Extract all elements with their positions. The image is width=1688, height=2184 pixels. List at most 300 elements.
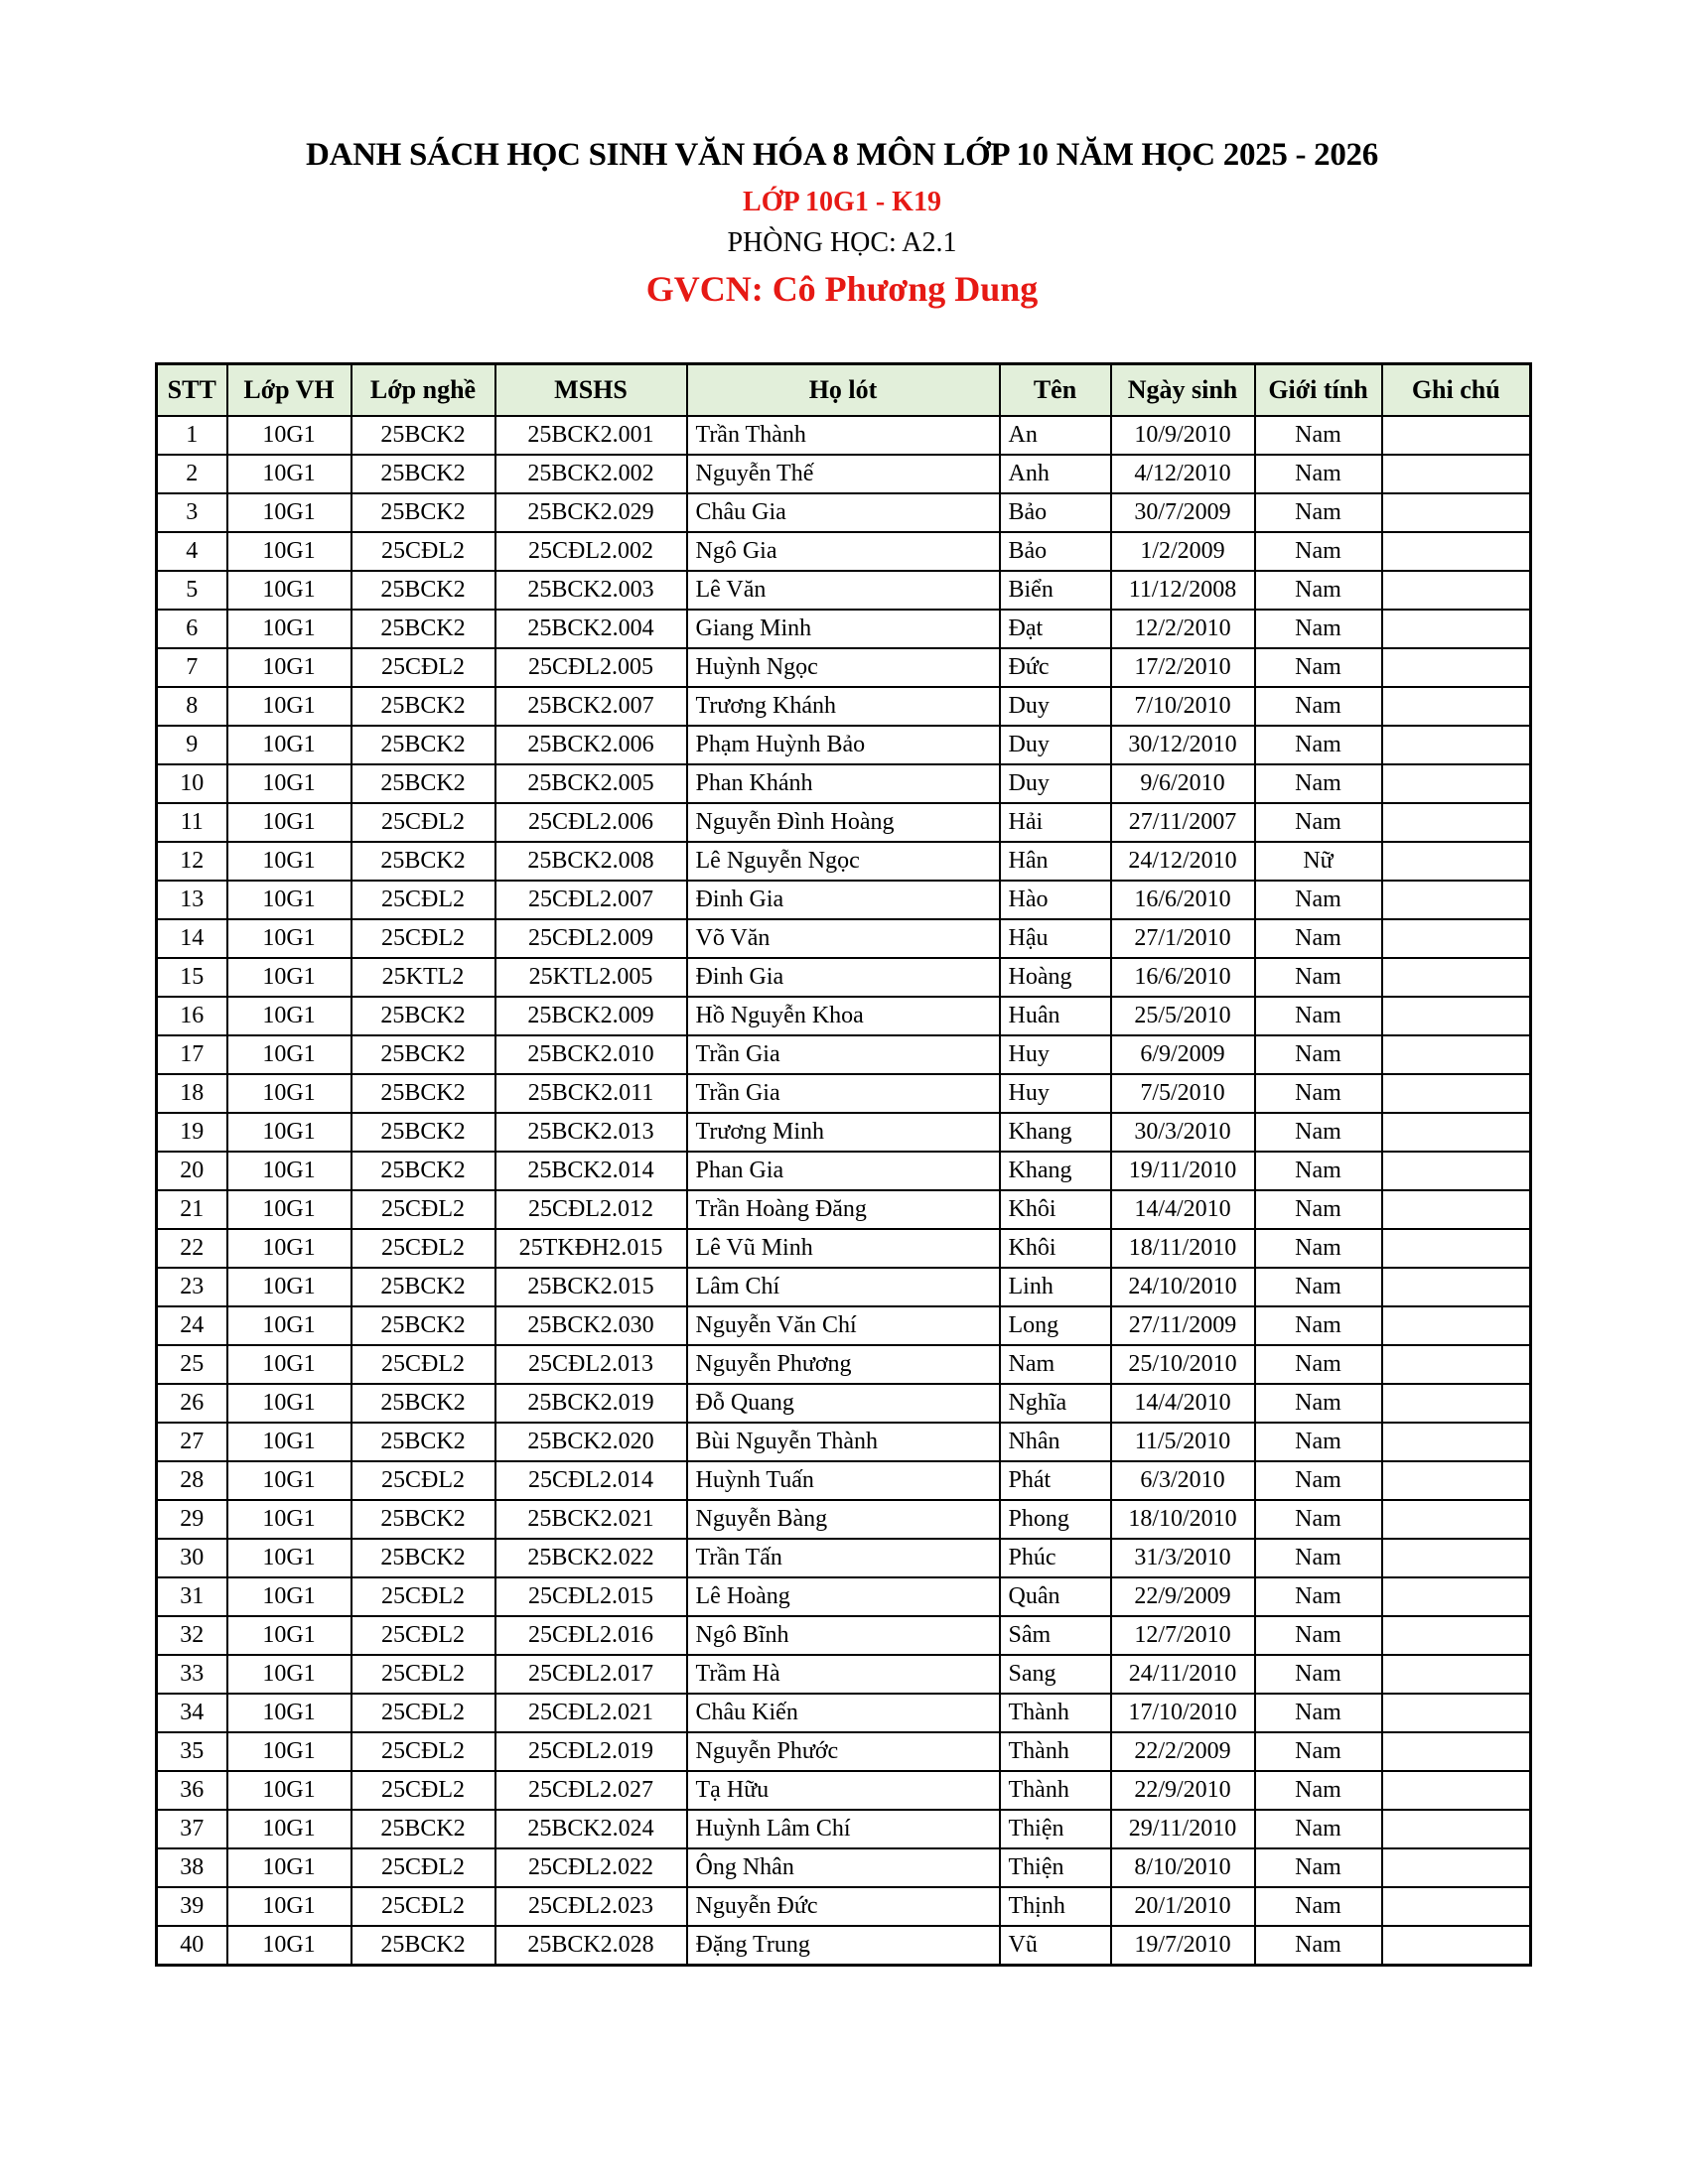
cell-ngay-sinh: 22/9/2009 <box>1111 1577 1255 1616</box>
cell-mshs: 25CĐL2.021 <box>495 1694 687 1732</box>
cell-lop-nghe: 25CĐL2 <box>352 803 495 842</box>
cell-ghi-chu <box>1382 803 1531 842</box>
cell-ho-lot: Châu Kiến <box>687 1694 1000 1732</box>
document-header <box>155 137 1529 310</box>
column-header-gioi-tinh: Giới tính <box>1255 364 1382 417</box>
student-row <box>157 648 1531 687</box>
cell-mshs: 25CĐL2.016 <box>495 1616 687 1655</box>
cell-ghi-chu <box>1382 1848 1531 1887</box>
cell-lop-vh: 10G1 <box>227 881 352 919</box>
cell-stt: 34 <box>157 1694 227 1732</box>
cell-gioi-tinh: Nam <box>1255 1500 1382 1539</box>
student-row <box>157 1577 1531 1616</box>
cell-lop-nghe: 25BCK2 <box>352 1810 495 1848</box>
cell-lop-vh: 10G1 <box>227 1539 352 1577</box>
cell-lop-vh: 10G1 <box>227 1152 352 1190</box>
column-header-ngay-sinh: Ngày sinh <box>1111 364 1255 417</box>
cell-mshs: 25BCK2.029 <box>495 493 687 532</box>
cell-ngay-sinh: 22/2/2009 <box>1111 1732 1255 1771</box>
cell-ngay-sinh: 24/11/2010 <box>1111 1655 1255 1694</box>
cell-ten: Huân <box>1000 997 1111 1035</box>
cell-ten: Thành <box>1000 1694 1111 1732</box>
cell-gioi-tinh: Nam <box>1255 1306 1382 1345</box>
cell-lop-nghe: 25CĐL2 <box>352 1577 495 1616</box>
cell-mshs: 25BCK2.003 <box>495 571 687 610</box>
cell-gioi-tinh: Nam <box>1255 1926 1382 1966</box>
cell-ghi-chu <box>1382 1694 1531 1732</box>
student-roster-table <box>155 362 1532 1967</box>
cell-ho-lot: Lê Vũ Minh <box>687 1229 1000 1268</box>
cell-ngay-sinh: 22/9/2010 <box>1111 1771 1255 1810</box>
cell-ghi-chu <box>1382 1577 1531 1616</box>
cell-stt: 23 <box>157 1268 227 1306</box>
cell-ten: Đức <box>1000 648 1111 687</box>
cell-ten: Hân <box>1000 842 1111 881</box>
cell-lop-nghe: 25BCK2 <box>352 455 495 493</box>
cell-gioi-tinh: Nam <box>1255 803 1382 842</box>
cell-ghi-chu <box>1382 1539 1531 1577</box>
cell-ten: Biển <box>1000 571 1111 610</box>
cell-ngay-sinh: 18/11/2010 <box>1111 1229 1255 1268</box>
cell-mshs: 25BCK2.021 <box>495 1500 687 1539</box>
cell-lop-nghe: 25CĐL2 <box>352 648 495 687</box>
cell-gioi-tinh: Nam <box>1255 997 1382 1035</box>
cell-stt: 9 <box>157 726 227 764</box>
cell-ghi-chu <box>1382 493 1531 532</box>
cell-mshs: 25BCK2.005 <box>495 764 687 803</box>
cell-mshs: 25KTL2.005 <box>495 958 687 997</box>
cell-stt: 27 <box>157 1423 227 1461</box>
cell-gioi-tinh: Nữ <box>1255 842 1382 881</box>
cell-ghi-chu <box>1382 571 1531 610</box>
cell-mshs: 25BCK2.011 <box>495 1074 687 1113</box>
student-row <box>157 958 1531 997</box>
cell-ngay-sinh: 12/2/2010 <box>1111 610 1255 648</box>
student-row <box>157 1384 1531 1423</box>
cell-ghi-chu <box>1382 1655 1531 1694</box>
student-row <box>157 455 1531 493</box>
cell-stt: 12 <box>157 842 227 881</box>
cell-ngay-sinh: 16/6/2010 <box>1111 958 1255 997</box>
cell-mshs: 25CĐL2.007 <box>495 881 687 919</box>
student-row <box>157 1500 1531 1539</box>
cell-ho-lot: Huỳnh Lâm Chí <box>687 1810 1000 1848</box>
room-label: PHÒNG HỌC: A2.1 <box>727 227 957 258</box>
cell-lop-vh: 10G1 <box>227 842 352 881</box>
cell-ghi-chu <box>1382 1152 1531 1190</box>
student-row <box>157 1423 1531 1461</box>
cell-ten: Phát <box>1000 1461 1111 1500</box>
cell-mshs: 25CĐL2.009 <box>495 919 687 958</box>
cell-ten: Thiện <box>1000 1848 1111 1887</box>
cell-lop-nghe: 25CĐL2 <box>352 1732 495 1771</box>
cell-gioi-tinh: Nam <box>1255 1268 1382 1306</box>
cell-stt: 32 <box>157 1616 227 1655</box>
cell-ho-lot: Hồ Nguyễn Khoa <box>687 997 1000 1035</box>
student-row <box>157 1616 1531 1655</box>
student-row <box>157 1732 1531 1771</box>
cell-stt: 2 <box>157 455 227 493</box>
cell-ghi-chu <box>1382 1771 1531 1810</box>
cell-ghi-chu <box>1382 1113 1531 1152</box>
cell-ho-lot: Trầm Hà <box>687 1655 1000 1694</box>
cell-stt: 7 <box>157 648 227 687</box>
cell-ho-lot: Phan Khánh <box>687 764 1000 803</box>
cell-lop-vh: 10G1 <box>227 1190 352 1229</box>
cell-lop-nghe: 25CĐL2 <box>352 919 495 958</box>
cell-ngay-sinh: 27/11/2007 <box>1111 803 1255 842</box>
cell-ho-lot: Trương Khánh <box>687 687 1000 726</box>
class-label: LỚP 10G1 - K19 <box>743 187 941 217</box>
cell-ten: Khôi <box>1000 1229 1111 1268</box>
cell-gioi-tinh: Nam <box>1255 1771 1382 1810</box>
cell-ten: An <box>1000 416 1111 455</box>
cell-mshs: 25CĐL2.022 <box>495 1848 687 1887</box>
cell-lop-vh: 10G1 <box>227 1229 352 1268</box>
cell-ten: Anh <box>1000 455 1111 493</box>
cell-stt: 31 <box>157 1577 227 1616</box>
cell-stt: 35 <box>157 1732 227 1771</box>
cell-mshs: 25BCK2.020 <box>495 1423 687 1461</box>
cell-ghi-chu <box>1382 1074 1531 1113</box>
cell-lop-vh: 10G1 <box>227 1035 352 1074</box>
cell-ten: Khang <box>1000 1113 1111 1152</box>
cell-gioi-tinh: Nam <box>1255 1229 1382 1268</box>
cell-ho-lot: Lê Hoàng <box>687 1577 1000 1616</box>
cell-gioi-tinh: Nam <box>1255 1655 1382 1694</box>
cell-mshs: 25BCK2.007 <box>495 687 687 726</box>
cell-gioi-tinh: Nam <box>1255 493 1382 532</box>
cell-lop-nghe: 25BCK2 <box>352 571 495 610</box>
cell-ghi-chu <box>1382 1500 1531 1539</box>
cell-gioi-tinh: Nam <box>1255 1384 1382 1423</box>
cell-mshs: 25BCK2.008 <box>495 842 687 881</box>
cell-stt: 13 <box>157 881 227 919</box>
cell-ghi-chu <box>1382 455 1531 493</box>
cell-stt: 21 <box>157 1190 227 1229</box>
cell-ngay-sinh: 24/10/2010 <box>1111 1268 1255 1306</box>
column-header-lop-vh: Lớp VH <box>227 364 352 417</box>
cell-ngay-sinh: 16/6/2010 <box>1111 881 1255 919</box>
cell-stt: 18 <box>157 1074 227 1113</box>
cell-ho-lot: Trần Gia <box>687 1035 1000 1074</box>
cell-stt: 5 <box>157 571 227 610</box>
cell-mshs: 25BCK2.009 <box>495 997 687 1035</box>
cell-lop-vh: 10G1 <box>227 610 352 648</box>
table-header-row <box>157 364 1531 417</box>
cell-mshs: 25BCK2.006 <box>495 726 687 764</box>
cell-lop-vh: 10G1 <box>227 1113 352 1152</box>
student-row <box>157 1539 1531 1577</box>
cell-ten: Đạt <box>1000 610 1111 648</box>
cell-stt: 33 <box>157 1655 227 1694</box>
cell-lop-nghe: 25CĐL2 <box>352 532 495 571</box>
student-row <box>157 1655 1531 1694</box>
student-row <box>157 1461 1531 1500</box>
cell-ngay-sinh: 18/10/2010 <box>1111 1500 1255 1539</box>
cell-lop-vh: 10G1 <box>227 997 352 1035</box>
cell-gioi-tinh: Nam <box>1255 610 1382 648</box>
cell-stt: 20 <box>157 1152 227 1190</box>
cell-ghi-chu <box>1382 1616 1531 1655</box>
cell-mshs: 25CĐL2.012 <box>495 1190 687 1229</box>
cell-mshs: 25BCK2.013 <box>495 1113 687 1152</box>
student-row <box>157 1074 1531 1113</box>
cell-lop-nghe: 25BCK2 <box>352 1268 495 1306</box>
cell-stt: 29 <box>157 1500 227 1539</box>
cell-ghi-chu <box>1382 610 1531 648</box>
cell-ten: Long <box>1000 1306 1111 1345</box>
cell-lop-nghe: 25CĐL2 <box>352 1694 495 1732</box>
cell-ghi-chu <box>1382 919 1531 958</box>
student-row <box>157 1694 1531 1732</box>
student-row <box>157 726 1531 764</box>
cell-ho-lot: Trần Thành <box>687 416 1000 455</box>
student-row <box>157 1306 1531 1345</box>
cell-gioi-tinh: Nam <box>1255 571 1382 610</box>
cell-lop-vh: 10G1 <box>227 1848 352 1887</box>
cell-ten: Hào <box>1000 881 1111 919</box>
cell-ngay-sinh: 17/10/2010 <box>1111 1694 1255 1732</box>
cell-ho-lot: Nguyễn Phương <box>687 1345 1000 1384</box>
cell-ghi-chu <box>1382 1887 1531 1926</box>
cell-ho-lot: Nguyễn Đức <box>687 1887 1000 1926</box>
cell-lop-nghe: 25CĐL2 <box>352 1229 495 1268</box>
cell-gioi-tinh: Nam <box>1255 726 1382 764</box>
cell-lop-nghe: 25KTL2 <box>352 958 495 997</box>
student-row <box>157 1887 1531 1926</box>
cell-mshs: 25CĐL2.002 <box>495 532 687 571</box>
cell-lop-vh: 10G1 <box>227 1694 352 1732</box>
cell-mshs: 25CĐL2.006 <box>495 803 687 842</box>
cell-gioi-tinh: Nam <box>1255 1074 1382 1113</box>
cell-lop-nghe: 25BCK2 <box>352 1035 495 1074</box>
cell-lop-nghe: 25BCK2 <box>352 493 495 532</box>
cell-lop-nghe: 25CĐL2 <box>352 1616 495 1655</box>
student-row <box>157 610 1531 648</box>
cell-ten: Duy <box>1000 764 1111 803</box>
cell-ho-lot: Phan Gia <box>687 1152 1000 1190</box>
cell-ho-lot: Trương Minh <box>687 1113 1000 1152</box>
cell-ten: Khôi <box>1000 1190 1111 1229</box>
cell-lop-vh: 10G1 <box>227 1268 352 1306</box>
cell-ghi-chu <box>1382 881 1531 919</box>
cell-lop-nghe: 25CĐL2 <box>352 1655 495 1694</box>
cell-ngay-sinh: 30/3/2010 <box>1111 1113 1255 1152</box>
cell-ten: Quân <box>1000 1577 1111 1616</box>
cell-ngay-sinh: 6/3/2010 <box>1111 1461 1255 1500</box>
cell-lop-nghe: 25CĐL2 <box>352 1190 495 1229</box>
cell-lop-vh: 10G1 <box>227 493 352 532</box>
cell-ho-lot: Nguyễn Phước <box>687 1732 1000 1771</box>
homeroom-teacher-label: GVCN: Cô Phương Dung <box>645 269 1039 309</box>
cell-mshs: 25BCK2.002 <box>495 455 687 493</box>
cell-ngay-sinh: 25/5/2010 <box>1111 997 1255 1035</box>
student-row <box>157 1926 1531 1966</box>
cell-ten: Huy <box>1000 1074 1111 1113</box>
cell-gioi-tinh: Nam <box>1255 1694 1382 1732</box>
cell-mshs: 25TKĐH2.015 <box>495 1229 687 1268</box>
cell-ngay-sinh: 30/12/2010 <box>1111 726 1255 764</box>
cell-lop-vh: 10G1 <box>227 416 352 455</box>
cell-lop-vh: 10G1 <box>227 958 352 997</box>
cell-mshs: 25BCK2.024 <box>495 1810 687 1848</box>
cell-mshs: 25BCK2.030 <box>495 1306 687 1345</box>
cell-mshs: 25CĐL2.015 <box>495 1577 687 1616</box>
student-row <box>157 1771 1531 1810</box>
cell-lop-vh: 10G1 <box>227 455 352 493</box>
cell-stt: 15 <box>157 958 227 997</box>
cell-ngay-sinh: 24/12/2010 <box>1111 842 1255 881</box>
cell-lop-vh: 10G1 <box>227 919 352 958</box>
cell-stt: 24 <box>157 1306 227 1345</box>
cell-ghi-chu <box>1382 1810 1531 1848</box>
cell-ngay-sinh: 7/5/2010 <box>1111 1074 1255 1113</box>
cell-ho-lot: Nguyễn Thế <box>687 455 1000 493</box>
cell-ten: Bảo <box>1000 493 1111 532</box>
cell-ten: Nhân <box>1000 1423 1111 1461</box>
cell-ten: Duy <box>1000 687 1111 726</box>
cell-lop-vh: 10G1 <box>227 726 352 764</box>
student-row <box>157 764 1531 803</box>
cell-mshs: 25CĐL2.023 <box>495 1887 687 1926</box>
cell-gioi-tinh: Nam <box>1255 1616 1382 1655</box>
cell-ngay-sinh: 19/7/2010 <box>1111 1926 1255 1966</box>
cell-ngay-sinh: 17/2/2010 <box>1111 648 1255 687</box>
cell-ghi-chu <box>1382 1461 1531 1500</box>
cell-gioi-tinh: Nam <box>1255 532 1382 571</box>
cell-ngay-sinh: 30/7/2009 <box>1111 493 1255 532</box>
cell-gioi-tinh: Nam <box>1255 1345 1382 1384</box>
cell-lop-vh: 10G1 <box>227 1345 352 1384</box>
cell-ngay-sinh: 14/4/2010 <box>1111 1190 1255 1229</box>
cell-gioi-tinh: Nam <box>1255 919 1382 958</box>
cell-gioi-tinh: Nam <box>1255 1190 1382 1229</box>
cell-ghi-chu <box>1382 1926 1531 1966</box>
cell-lop-vh: 10G1 <box>227 1771 352 1810</box>
cell-stt: 3 <box>157 493 227 532</box>
cell-lop-nghe: 25BCK2 <box>352 842 495 881</box>
cell-gioi-tinh: Nam <box>1255 455 1382 493</box>
cell-ho-lot: Châu Gia <box>687 493 1000 532</box>
cell-lop-nghe: 25BCK2 <box>352 687 495 726</box>
cell-ghi-chu <box>1382 416 1531 455</box>
cell-ghi-chu <box>1382 997 1531 1035</box>
cell-lop-nghe: 25BCK2 <box>352 764 495 803</box>
cell-ngay-sinh: 25/10/2010 <box>1111 1345 1255 1384</box>
student-row <box>157 997 1531 1035</box>
cell-ngay-sinh: 27/11/2009 <box>1111 1306 1255 1345</box>
cell-ngay-sinh: 10/9/2010 <box>1111 416 1255 455</box>
cell-lop-nghe: 25BCK2 <box>352 1500 495 1539</box>
cell-lop-vh: 10G1 <box>227 1577 352 1616</box>
cell-ngay-sinh: 14/4/2010 <box>1111 1384 1255 1423</box>
cell-ngay-sinh: 12/7/2010 <box>1111 1616 1255 1655</box>
cell-lop-nghe: 25BCK2 <box>352 416 495 455</box>
cell-ten: Hoàng <box>1000 958 1111 997</box>
cell-ten: Hậu <box>1000 919 1111 958</box>
cell-ten: Sâm <box>1000 1616 1111 1655</box>
cell-lop-nghe: 25CĐL2 <box>352 1345 495 1384</box>
cell-gioi-tinh: Nam <box>1255 1887 1382 1926</box>
cell-stt: 28 <box>157 1461 227 1500</box>
cell-gioi-tinh: Nam <box>1255 648 1382 687</box>
cell-ghi-chu <box>1382 1229 1531 1268</box>
cell-ngay-sinh: 11/5/2010 <box>1111 1423 1255 1461</box>
cell-ngay-sinh: 9/6/2010 <box>1111 764 1255 803</box>
cell-mshs: 25BCK2.019 <box>495 1384 687 1423</box>
cell-ghi-chu <box>1382 1306 1531 1345</box>
cell-stt: 38 <box>157 1848 227 1887</box>
cell-ten: Thành <box>1000 1771 1111 1810</box>
cell-lop-nghe: 25BCK2 <box>352 997 495 1035</box>
cell-ho-lot: Võ Văn <box>687 919 1000 958</box>
student-row <box>157 1229 1531 1268</box>
cell-ho-lot: Phạm Huỳnh Bảo <box>687 726 1000 764</box>
student-row <box>157 1190 1531 1229</box>
cell-ho-lot: Đinh Gia <box>687 958 1000 997</box>
cell-ten: Phong <box>1000 1500 1111 1539</box>
cell-ghi-chu <box>1382 842 1531 881</box>
cell-lop-nghe: 25CĐL2 <box>352 881 495 919</box>
cell-ten: Huy <box>1000 1035 1111 1074</box>
cell-lop-vh: 10G1 <box>227 803 352 842</box>
cell-gioi-tinh: Nam <box>1255 1577 1382 1616</box>
cell-ghi-chu <box>1382 726 1531 764</box>
cell-lop-vh: 10G1 <box>227 764 352 803</box>
cell-ghi-chu <box>1382 1423 1531 1461</box>
cell-lop-vh: 10G1 <box>227 687 352 726</box>
cell-stt: 17 <box>157 1035 227 1074</box>
cell-stt: 16 <box>157 997 227 1035</box>
student-row <box>157 919 1531 958</box>
cell-ho-lot: Lâm Chí <box>687 1268 1000 1306</box>
cell-ghi-chu <box>1382 1345 1531 1384</box>
cell-ngay-sinh: 20/1/2010 <box>1111 1887 1255 1926</box>
cell-mshs: 25BCK2.022 <box>495 1539 687 1577</box>
cell-gioi-tinh: Nam <box>1255 881 1382 919</box>
cell-lop-nghe: 25CĐL2 <box>352 1848 495 1887</box>
cell-ho-lot: Ngô Bĩnh <box>687 1616 1000 1655</box>
column-header-ten: Tên <box>1000 364 1111 417</box>
cell-ngay-sinh: 4/12/2010 <box>1111 455 1255 493</box>
cell-ten: Hải <box>1000 803 1111 842</box>
cell-lop-nghe: 25BCK2 <box>352 1539 495 1577</box>
cell-lop-nghe: 25BCK2 <box>352 1074 495 1113</box>
cell-ho-lot: Nguyễn Bàng <box>687 1500 1000 1539</box>
cell-ho-lot: Đinh Gia <box>687 881 1000 919</box>
cell-lop-vh: 10G1 <box>227 532 352 571</box>
cell-ho-lot: Trần Hoàng Đăng <box>687 1190 1000 1229</box>
cell-lop-vh: 10G1 <box>227 1306 352 1345</box>
cell-lop-nghe: 25BCK2 <box>352 1152 495 1190</box>
student-row <box>157 1035 1531 1074</box>
cell-ghi-chu <box>1382 1732 1531 1771</box>
cell-lop-nghe: 25BCK2 <box>352 1113 495 1152</box>
cell-lop-nghe: 25BCK2 <box>352 610 495 648</box>
cell-ten: Thành <box>1000 1732 1111 1771</box>
cell-mshs: 25BCK2.028 <box>495 1926 687 1966</box>
cell-gioi-tinh: Nam <box>1255 416 1382 455</box>
page-title: DANH SÁCH HỌC SINH VĂN HÓA 8 MÔN LỚP 10 NĂM HỌC 2025 - 2026 <box>306 137 1378 173</box>
cell-ten: Duy <box>1000 726 1111 764</box>
cell-mshs: 25CĐL2.019 <box>495 1732 687 1771</box>
cell-ho-lot: Trần Gia <box>687 1074 1000 1113</box>
cell-ghi-chu <box>1382 1268 1531 1306</box>
student-row <box>157 571 1531 610</box>
cell-lop-vh: 10G1 <box>227 1887 352 1926</box>
cell-ho-lot: Nguyễn Văn Chí <box>687 1306 1000 1345</box>
